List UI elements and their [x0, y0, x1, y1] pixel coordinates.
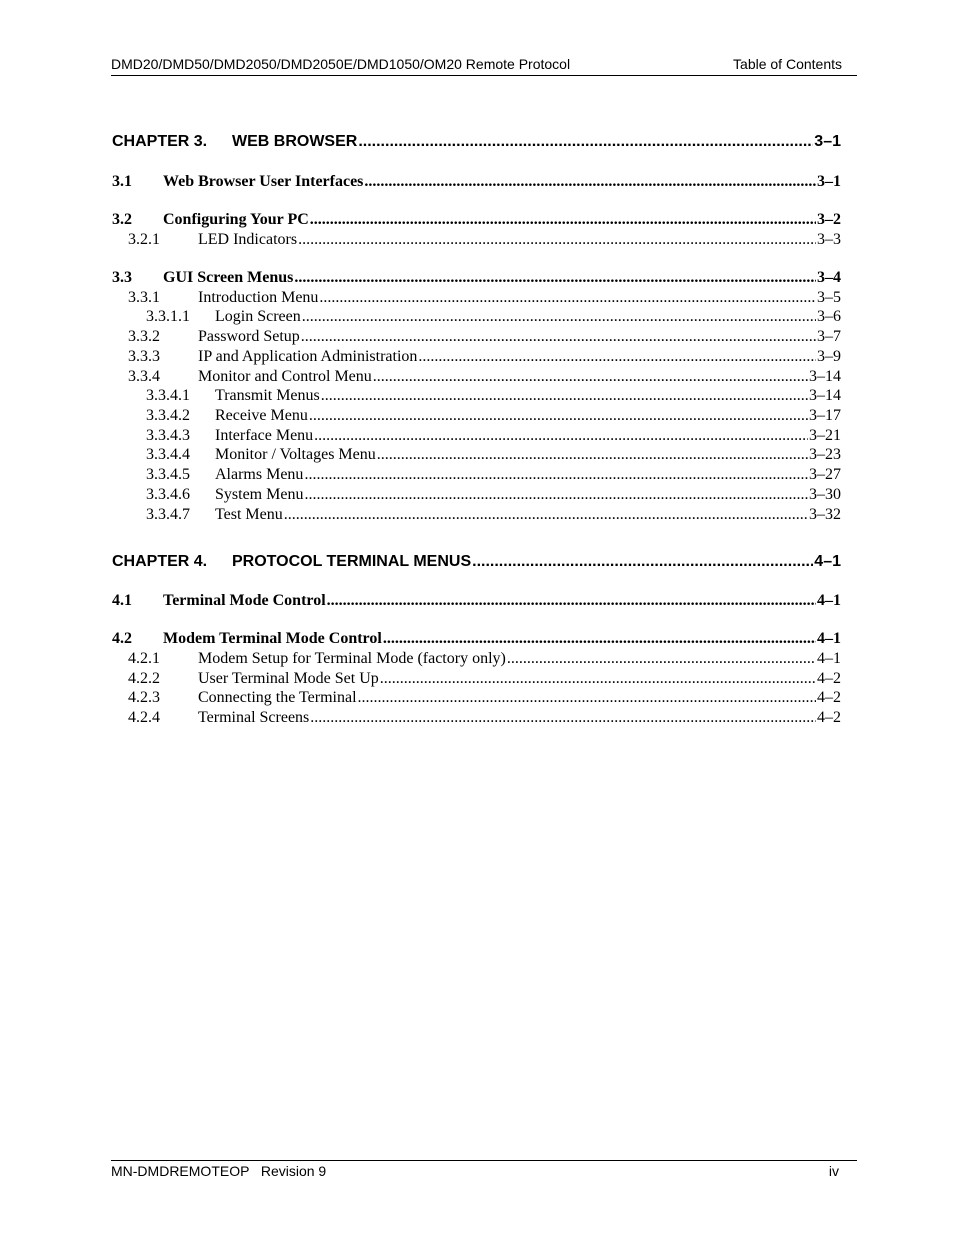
toc-entry-4-1[interactable] [112, 592, 841, 610]
toc-entry-page: 3–6 [817, 308, 841, 325]
toc-entry-3-3-4[interactable] [112, 368, 841, 386]
toc-leader-dots [294, 269, 816, 287]
toc-entry-page: 4–1 [817, 630, 841, 647]
toc-entry-page: 3–1 [817, 173, 841, 190]
toc-entry-number: 4.2 [112, 630, 132, 647]
toc-entry-title: Configuring Your PC [163, 211, 309, 228]
toc-entry-number: 3.3.4.4 [146, 446, 190, 463]
toc-entry-page: 3–27 [809, 466, 841, 483]
toc-entry-page: 4–2 [817, 709, 841, 726]
toc-leader-dots [298, 231, 816, 249]
toc-entry-3-2[interactable] [112, 211, 841, 229]
toc-leader-dots [301, 328, 816, 346]
toc-leader-dots [472, 553, 813, 571]
toc-entry-page: 3–30 [809, 486, 841, 503]
toc-entry-title: System Menu [215, 486, 304, 503]
toc-entry-4-2-4[interactable] [112, 709, 841, 727]
toc-leader-dots [302, 308, 816, 326]
toc-entry-title: Modem Terminal Mode Control [163, 630, 382, 647]
toc-entry-number: 3.1 [112, 173, 132, 190]
toc-entry-3-3-4-7[interactable] [112, 506, 841, 524]
toc-entry-number: 4.2.2 [128, 670, 160, 687]
toc-leader-dots [284, 506, 808, 524]
toc-leader-dots [309, 407, 808, 425]
toc-entry-3-3-1-1[interactable] [112, 308, 841, 326]
toc-entry-3-3-2[interactable] [112, 328, 841, 346]
toc-entry-number: 3.3.4.7 [146, 506, 190, 523]
toc-leader-dots [310, 211, 816, 229]
toc-entry-3-3-4-5[interactable] [112, 466, 841, 484]
toc-leader-dots [507, 650, 816, 668]
page-footer [111, 1160, 857, 1181]
toc-entry-chapter-4[interactable] [112, 553, 841, 571]
toc-entry-number: 3.3.1.1 [146, 308, 190, 325]
toc-entry-number: 4.2.4 [128, 709, 160, 726]
toc-entry-title: Monitor / Voltages Menu [215, 446, 376, 463]
toc-entry-page: 4–1 [817, 592, 841, 609]
toc-entry-title: Transmit Menus [215, 387, 320, 404]
toc-entry-number: CHAPTER 3. [112, 133, 208, 150]
toc-entry-number: 3.3.2 [128, 328, 160, 345]
toc-entry-number: 3.3.4.1 [146, 387, 190, 404]
toc-leader-dots [319, 289, 816, 307]
page-header [111, 55, 857, 76]
toc-leader-dots [358, 133, 813, 151]
toc-entry-number: 3.3.3 [128, 348, 160, 365]
toc-leader-dots [373, 368, 808, 386]
toc-entry-page: 4–1 [814, 553, 841, 570]
toc-entry-title: Introduction Menu [198, 289, 319, 306]
toc-entry-number: 4.2.3 [128, 689, 160, 706]
footer-document-id: MN-DMDREMOTEOP Revision 9 [111, 1163, 327, 1179]
toc-leader-dots [358, 689, 816, 707]
toc-entry-title: User Terminal Mode Set Up [198, 670, 379, 687]
toc-leader-dots [321, 387, 808, 405]
toc-entry-3-3-1[interactable] [112, 289, 841, 307]
toc-entry-title: Terminal Screens [198, 709, 310, 726]
toc-entry-title: Receive Menu [215, 407, 308, 424]
toc-entry-title: Web Browser User Interfaces [163, 173, 364, 190]
toc-leader-dots [364, 173, 816, 191]
toc-entry-3-2-1[interactable] [112, 231, 841, 249]
toc-entry-page: 4–2 [817, 689, 841, 706]
toc-entry-title: Login Screen [215, 308, 301, 325]
toc-entry-3-3-4-2[interactable] [112, 407, 841, 425]
toc-entry-page: 3–4 [817, 269, 841, 286]
toc-entry-3-3-4-4[interactable] [112, 446, 841, 464]
toc-entry-title: GUI Screen Menus [163, 269, 294, 286]
toc-entry-4-2-3[interactable] [112, 689, 841, 707]
toc-entry-page: 3–9 [817, 348, 841, 365]
toc-entry-title: IP and Application Administration [198, 348, 418, 365]
toc-entry-title: Test Menu [215, 506, 283, 523]
footer-page-number: iv [828, 1163, 839, 1179]
toc-entry-title: WEB BROWSER [232, 133, 358, 150]
toc-entry-title: Password Setup [198, 328, 300, 345]
toc-entry-page: 3–1 [814, 133, 841, 150]
toc-entry-number: 3.3.4.5 [146, 466, 190, 483]
toc-entry-3-1[interactable] [112, 173, 841, 191]
toc-entry-chapter-3[interactable] [112, 133, 841, 151]
toc-entry-number: 3.2 [112, 211, 132, 228]
toc-entry-3-3-4-1[interactable] [112, 387, 841, 405]
toc-entry-title: Alarms Menu [215, 466, 304, 483]
toc-leader-dots [380, 670, 816, 688]
toc-entry-number: 3.2.1 [128, 231, 160, 248]
toc-entry-3-3-3[interactable] [112, 348, 841, 366]
toc-entry-4-2-1[interactable] [112, 650, 841, 668]
toc-leader-dots [383, 630, 816, 648]
header-document-title: DMD20/DMD50/DMD2050/DMD2050E/DMD1050/OM20 Remote Protocol [111, 56, 571, 72]
toc-entry-title: Interface Menu [215, 427, 314, 444]
toc-entry-number: 3.3 [112, 269, 132, 286]
toc-leader-dots [304, 486, 808, 504]
toc-entry-number: 3.3.4.3 [146, 427, 190, 444]
toc-entry-title: Monitor and Control Menu [198, 368, 372, 385]
toc-entry-title: Terminal Mode Control [163, 592, 326, 609]
toc-entry-page: 3–14 [809, 368, 841, 385]
toc-entry-page: 3–14 [809, 387, 841, 404]
toc-entry-number: 3.3.1 [128, 289, 160, 306]
toc-leader-dots [327, 592, 816, 610]
toc-entry-3-3-4-3[interactable] [112, 427, 841, 445]
toc-entry-page: 3–21 [809, 427, 841, 444]
toc-entry-number: 3.3.4.2 [146, 407, 190, 424]
toc-entry-title: Connecting the Terminal [198, 689, 357, 706]
toc-entry-title: Modem Setup for Terminal Mode (factory only) [198, 650, 506, 667]
toc-entry-3-3-4-6[interactable] [112, 486, 841, 504]
toc-entry-4-2-2[interactable] [112, 670, 841, 688]
toc-leader-dots [304, 466, 808, 484]
toc-entry-page: 3–3 [817, 231, 841, 248]
toc-leader-dots [418, 348, 816, 366]
toc-entry-page: 3–32 [809, 506, 841, 523]
toc-entry-number: 4.1 [112, 592, 132, 609]
toc-entry-page: 4–1 [817, 650, 841, 667]
toc-entry-number: CHAPTER 4. [112, 553, 208, 570]
toc-entry-page: 3–17 [809, 407, 841, 424]
toc-entry-page: 4–2 [817, 670, 841, 687]
toc-entry-number: 3.3.4.6 [146, 486, 190, 503]
toc-leader-dots [310, 709, 816, 727]
toc-entry-page: 3–7 [817, 328, 841, 345]
toc-entry-page: 3–2 [817, 211, 841, 228]
toc-leader-dots [377, 446, 808, 464]
toc-leader-dots [314, 427, 808, 445]
toc-entry-page: 3–23 [809, 446, 841, 463]
toc-entry-number: 4.2.1 [128, 650, 160, 667]
toc-entry-title: LED Indicators [198, 231, 298, 248]
toc-entry-title: PROTOCOL TERMINAL MENUS [232, 553, 472, 570]
header-section-name: Table of Contents [733, 56, 842, 72]
toc-entry-page: 3–5 [817, 289, 841, 306]
toc-entry-4-2[interactable] [112, 630, 841, 648]
toc-entry-number: 3.3.4 [128, 368, 160, 385]
toc-entry-3-3[interactable] [112, 269, 841, 287]
